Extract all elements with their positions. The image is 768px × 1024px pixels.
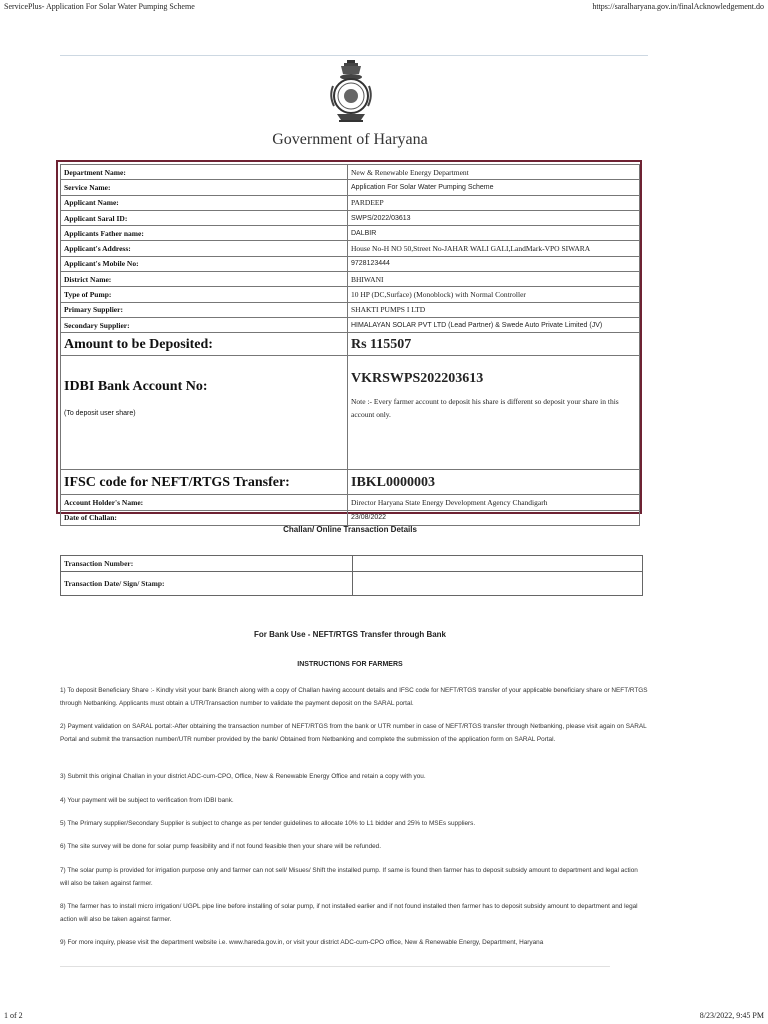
amount-label: Amount to be Deposited: [61,333,348,356]
service-value: Application For Solar Water Pumping Scheme [348,180,640,195]
idbi-account-value-cell [348,356,640,470]
challan-section-title: Challan/ Online Transaction Details [283,525,417,534]
table-row [61,470,640,495]
address-value: House No-H NO 50,Street No-JAHAR WALI GALI,LandMark-VPO SIWARA [348,241,640,256]
idbi-account-label: IDBI Bank Account No: [64,379,208,395]
table-row [61,495,640,510]
transaction-date-value [353,572,643,596]
table-row [61,165,640,180]
table-row [61,256,640,271]
instruction-item: 8) The farmer has to install micro irrigation/ UGPL pipe line before installing of solar pump, if not installed earlier and if not found installed then farmer has to deposit subsidy amount to department and legal action will also be taken against farmer. [60,903,638,923]
transaction-number-value [353,556,643,572]
district-value: BHIWANI [348,272,640,287]
account-holder-label: Account Holder's Name: [61,495,348,510]
department-label: Department Name: [61,165,348,180]
instruction-item: 1) To deposit Beneficiary Share :- Kindly visit your bank Branch along with a copy of Challan having account details and IFSC code for NEFT/RTGS transfer of your applicable beneficiary share or NEFT/RTGS through Netbanking. Applicants must obtain a UTR/Transaction number to validate the payment deposit on the SARAL portal. [60,687,648,707]
instruction-item: 6) The site survey will be done for solar pump feasibility and if not found feasible then your share will be refunded. [60,843,382,850]
page-number: 1 of 2 [4,1011,23,1020]
instruction-item: 3) Submit this original Challan in your district ADC-cum-CPO, Office, New & Renewable Energy Office and retain a copy with you. [60,773,426,780]
table-row [61,210,640,225]
instruction-item: 5) The Primary supplier/Secondary Supplier is subject to change as per tender guidelines to allocate 10% to L1 bidder and 25% to MSEs suppliers. [60,820,476,827]
district-label: District Name: [61,272,348,287]
table-row [61,556,643,572]
bank-use-title: For Bank Use - NEFT/RTGS Transfer through Bank [253,630,447,639]
instructions-title: INSTRUCTIONS FOR FARMERS [297,661,403,668]
challan-date-value: 23/08/2022 [348,510,640,525]
transaction-date-label: Transaction Date/ Sign/ Stamp: [61,572,353,596]
table-row [61,317,640,332]
secondary-supplier-value: HIMALAYAN SOLAR PVT LTD (Lead Partner) & Swede Auto Private Limited (JV) [348,317,640,332]
applicant-name-label: Applicant Name: [61,195,348,210]
table-row [61,356,640,470]
applicant-name-value: PARDEEP [348,195,640,210]
print-timestamp: 8/23/2022, 9:45 PM [699,1011,764,1020]
idbi-account-sublabel: (To deposit user share) [64,410,136,418]
table-row [61,272,640,287]
mobile-label: Applicant's Mobile No: [61,256,348,271]
table-row [61,287,640,302]
table-row [61,226,640,241]
browser-page-url: https://saralharyana.gov.in/finalAcknowledgement.do [592,2,764,11]
top-rule [60,55,648,56]
haryana-emblem-icon [325,58,377,124]
service-label: Service Name: [61,180,348,195]
father-name-label: Applicants Father name: [61,226,348,241]
bottom-rule [60,966,610,967]
father-name-value: DALBIR [348,226,640,241]
table-row [61,572,643,596]
ifsc-label: IFSC code for NEFT/RTGS Transfer: [61,470,348,495]
transaction-table [60,555,643,596]
idbi-account-value: VKRSWPS202203613 [351,371,484,387]
ifsc-value: IBKL0000003 [348,470,640,495]
table-row [61,180,640,195]
instruction-item: 2) Payment validation on SARAL portal:-After obtaining the transaction number of NEFT/RTGS from the bank or UTR number in case of NEFT/RTGS transfer through Netbanking, please visit again on SARAL Portal and submit the transaction number/UTR number provided by the bank/ Obtained from Netbanking and complete the submission of the application form on SARAL Portal. [60,723,647,743]
idbi-account-cell [61,356,348,470]
saral-id-label: Applicant Saral ID: [61,210,348,225]
browser-page-title: ServicePlus- Application For Solar Water Pumping Scheme [4,2,195,11]
table-row [61,241,640,256]
account-holder-value: Director Haryana State Energy Development Agency Chandigarh [348,495,640,510]
instruction-item: 7) The solar pump is provided for irrigation purpose only and farmer can not sell/ Misues/ Shift the installed pump. If same is found then farmer has to deposit subsidy amount to department and legal action will also be taken against farmer. [60,867,638,887]
idbi-account-note: Note :- Every farmer account to deposit his share is different so deposit your share in this account only. [351,397,619,420]
government-title: Government of Haryana [272,131,428,148]
saral-id-value: SWPS/2022/03613 [348,210,640,225]
primary-supplier-value: SHAKTI PUMPS I LTD [348,302,640,317]
table-row [61,333,640,356]
table-row [61,195,640,210]
table-row [61,302,640,317]
address-label: Applicant's Address: [61,241,348,256]
instruction-item: 9) For more inquiry, please visit the department website i.e. www.hareda.gov.in, or visit your district ADC-cum-CPO office, New & Renewable Energy, Department, Haryana [60,939,544,946]
secondary-supplier-label: Secondary Supplier: [61,317,348,332]
amount-value: Rs 115507 [348,333,640,356]
pump-type-label: Type of Pump: [61,287,348,302]
table-row [61,510,640,525]
transaction-number-label: Transaction Number: [61,556,353,572]
application-details-table [60,164,640,526]
mobile-value: 9728123444 [348,256,640,271]
department-value: New & Renewable Energy Department [348,165,640,180]
primary-supplier-label: Primary Supplier: [61,302,348,317]
challan-date-label: Date of Challan: [61,510,348,525]
pump-type-value: 10 HP (DC,Surface) (Monoblock) with Normal Controller [348,287,640,302]
instruction-item: 4) Your payment will be subject to verification from IDBI bank. [60,797,234,804]
